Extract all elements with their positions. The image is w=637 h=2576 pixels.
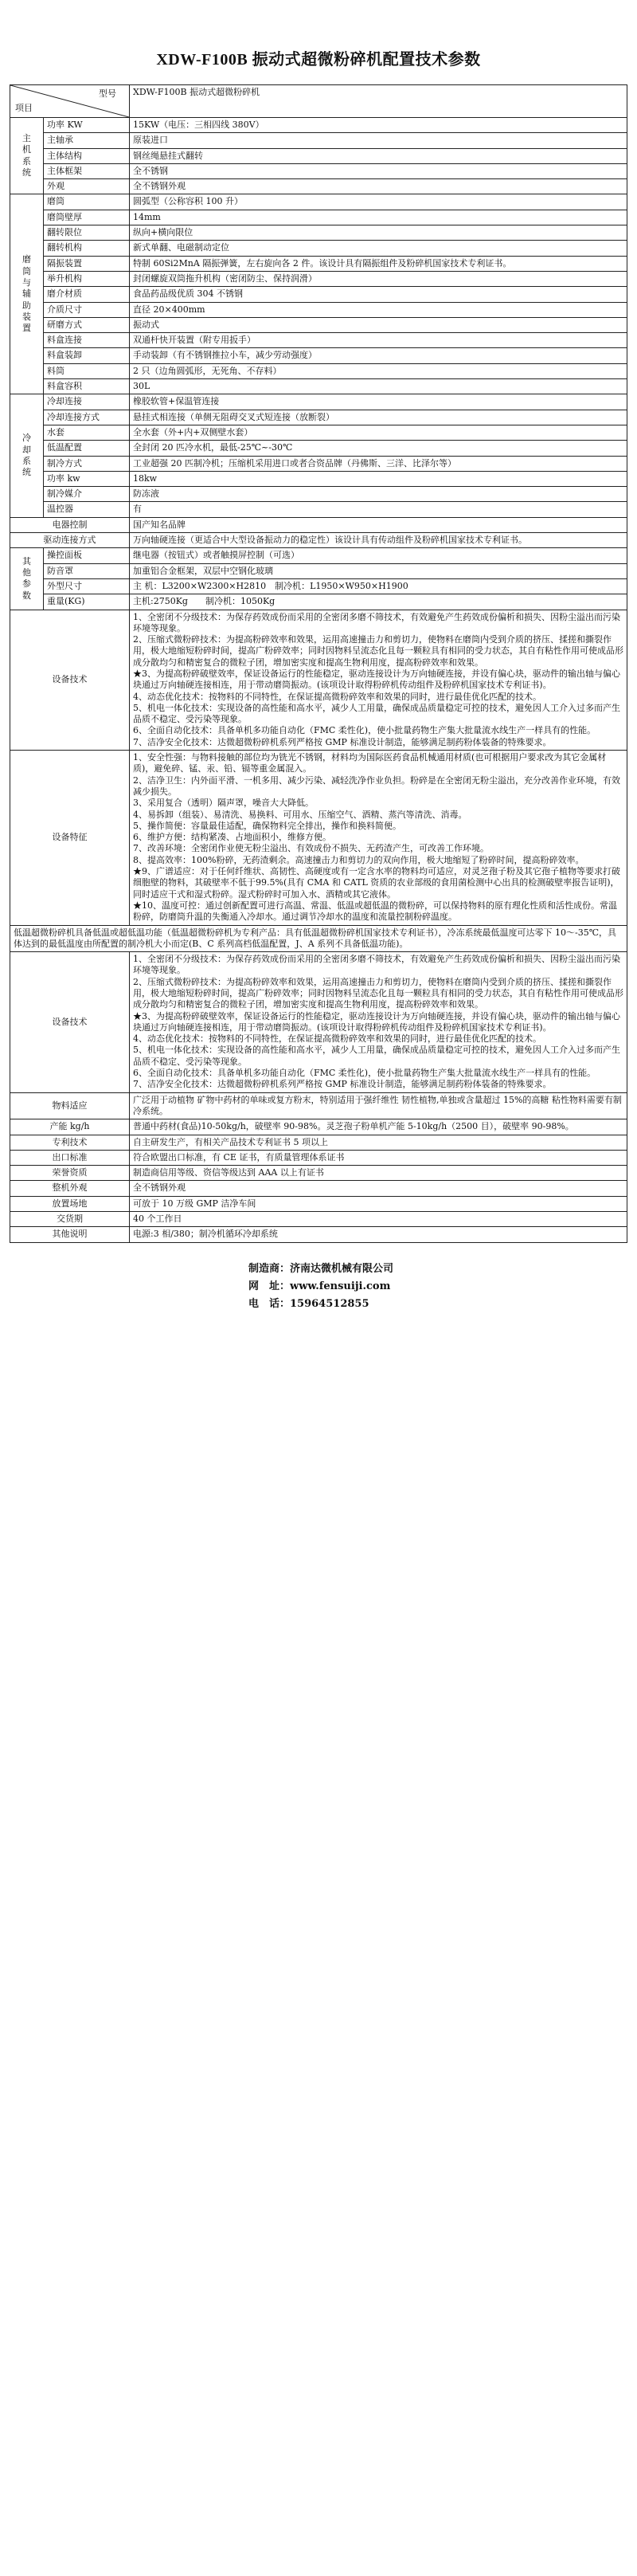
website-line: 网 址：www.fensuiji.com	[248, 1280, 391, 1292]
section-label-char: 置	[22, 323, 31, 334]
section-other-params	[10, 548, 44, 610]
table-row	[10, 1227, 627, 1242]
row-value: 手动装卸（有不锈钢推拉小车，减少劳动强度）	[130, 348, 627, 363]
paragraph: 1、全密闭不分级技术：为保存药效成份而采用的全密闭多磨不筛技术，有效避免产生药效成份偏析和损失、因粉尘溢出而污染环境等现象。	[133, 611, 620, 633]
table-row	[10, 287, 627, 302]
row-value: 工业超强 20 匹制冷机；压缩机采用进口或者合资品牌（丹佛斯、三洋、比泽尔等）	[130, 456, 627, 471]
row-key: 功率 KW	[44, 118, 130, 133]
paragraph: 2、压缩式微粉碎技术：为提高粉碎效率和效果，运用高速撞击力和剪切力，使物料在磨筒内受到介质的挤压、揉搓和撕裂作用，极大地缩短粉碎时间，提高广粉碎效率；同时因物料呈流态化且每一颗粒具有相同的受力状态，其自有粘性作用可使成品形成分散均匀和精密复合的微粒子团，增加密实度和提高生物利用度，提高粉碎效率和效果。	[133, 976, 623, 1010]
row-key: 举升机构	[44, 271, 130, 286]
row-value: 有	[130, 502, 627, 517]
row-key: 防音罩	[44, 563, 130, 578]
table-row	[10, 241, 627, 256]
table-row	[10, 317, 627, 332]
row-key: 重量(KG)	[44, 594, 130, 610]
table-row	[10, 363, 627, 378]
section-label-char: 机	[22, 144, 31, 155]
paragraph: 6、全面自动化技术：具备单机多功能自动化（FMC 柔性化)，使小批量药物生产集大批量流水线生产一样具有的性能。	[133, 1068, 596, 1079]
paragraph: 6、维护方便：结构紧凑、占地面积小，维修方便。	[133, 832, 331, 843]
tail-row-key: 专利技术	[10, 1135, 130, 1150]
model-value: XDW-F100B 振动式超微粉碎机	[130, 85, 627, 118]
table-row	[10, 610, 627, 751]
page-title: XDW-F100B 振动式超微粉碎机配置技术参数	[156, 51, 481, 69]
section-label-char: 辅	[22, 288, 31, 300]
table-row	[10, 225, 627, 241]
paragraph: 8、提高效率：100%粉碎，无药渣剩余。高速撞击力和剪切力的双向作用，极大地缩短了粉碎时间，提高粉碎效率。	[133, 854, 584, 865]
equipment-technology-2-label: 设备技术	[10, 952, 130, 1093]
table-row	[10, 256, 627, 271]
row-key: 功率 kw	[44, 471, 130, 486]
section-label-char: 主	[22, 133, 31, 144]
table-row	[10, 210, 627, 225]
row-key: 磨介材质	[44, 287, 130, 302]
row-key: 研磨方式	[44, 317, 130, 332]
table-row	[10, 1135, 627, 1150]
row-value: 纵向+横向限位	[130, 225, 627, 241]
tail-row-key: 整机外观	[10, 1181, 130, 1196]
row-key: 料盒连接	[44, 333, 130, 348]
paragraph: 7、洁净安全化技术：达微超微粉碎机系列严格按 GMP 标准设计制造，能够满足制药粉体装备的特殊要求。	[133, 736, 552, 747]
paragraph: 6、全面自动化技术：具备单机多功能自动化（FMC 柔性化)，使小批量药物生产集大批量流水线生产一样具有的性能。	[133, 725, 596, 736]
section-label-char: 数	[22, 590, 31, 601]
item-label: 项目	[15, 102, 33, 113]
tail-row-key: 交货期	[10, 1212, 130, 1227]
table-row	[10, 348, 627, 363]
drive-connection-key: 驱动连接方式	[10, 533, 130, 548]
row-value: 圆弧型（公称容积 100 升）	[130, 194, 627, 210]
row-value: 15KW（电压：三相四线 380V）	[130, 118, 627, 133]
row-key: 磨筒	[44, 194, 130, 210]
row-key: 隔振装置	[44, 256, 130, 271]
paragraph: ★3、为提高粉碎破壁效率，保证设备运行的性能稳定，驱动连接设计为万向轴硬连接，并设有偏心块，驱动件的输出轴与偏心块通过万向轴硬连接相连，用于带动磨筒振动。(该项设计取得粉碎机传动组件及粉碎机国家技术专利证书)。	[133, 668, 620, 691]
table-row	[10, 271, 627, 286]
equipment-technology-label: 设备技术	[10, 610, 130, 751]
table-row	[10, 925, 627, 952]
paragraph: 7、改善环境：全密闭作业使无粉尘溢出、有效成份不损失、无药渣产生，可改善工作环境。	[133, 843, 489, 854]
row-key: 主体结构	[44, 148, 130, 163]
equipment-features-label: 设备特征	[10, 751, 130, 925]
table-row	[10, 471, 627, 486]
row-value: 全水套（外+内+双侧壁水套）	[130, 425, 627, 440]
paragraph: ★9、广谱适应：对于任何纤维状、高韧性、高硬度或有一定含水率的物料均可适应，对灵芝孢子粉及其它孢子植物等要求打破细胞壁的物料，其破壁率不低于99.5%(具有 CMA 和 CATL 资质的农业部级的食用菌检测中心出具的检测破壁率报告证明)，同时适应干式和湿式粉碎。湿式粉碎时可加入水、酒精或其它液体。	[133, 866, 620, 900]
table-row	[10, 410, 627, 425]
tail-row-value: 制造商信用等级、资信等级达到 AAA 以上有证书	[130, 1166, 627, 1181]
tail-row-value: 自主研发生产，有相关产品技术专利证书 5 项以上	[130, 1135, 627, 1150]
section-label-char: 磨	[22, 254, 31, 265]
row-value: 直径 20×400mm	[130, 302, 627, 317]
section-label-char: 系	[22, 456, 31, 467]
row-value: 30L	[130, 379, 627, 394]
tail-row-value: 广泛用于动植物 矿物中药材的单味或复方粉末，特别适用于强纤维性 韧性植物,单独或含量超过 15%的高糖 粘性物料需要有制冷系统。	[130, 1092, 627, 1119]
section-grinding-device	[10, 194, 44, 394]
row-value: 加重铝合金框架，双层中空钢化玻璃	[130, 563, 627, 578]
paragraph: ★10、温度可控：通过创新配置可进行高温、常温、低温或超低温的微粉碎，可以保持物料的原有理化性质和活性成份。常温粉碎，防磨筒升温的失衡通入冷却水。通过调节冷却水的温度和流量控制粉碎温度。	[133, 900, 617, 923]
section-label-char: 却	[22, 444, 31, 455]
row-key: 冷却连接方式	[44, 410, 130, 425]
section-host-system	[10, 118, 44, 194]
electric-control-key: 电器控制	[10, 517, 130, 532]
tail-row-key: 荣誉资质	[10, 1166, 130, 1181]
row-key: 制冷方式	[44, 456, 130, 471]
equipment-features-content	[130, 751, 627, 925]
section-cooling-system	[10, 394, 44, 517]
row-value: 原装进口	[130, 133, 627, 148]
tail-row-key: 放置场地	[10, 1196, 130, 1211]
paragraph: 5、机电一体化技术：实现设备的高性能和高水平，减少人工用量，确保成品质量稳定可控的技术，避免因人工介入过多而产生品质不稳定、受污染等现象。	[133, 1045, 620, 1067]
row-value: 继电器（按钮式）或者触摸屏控制（可选）	[130, 548, 627, 563]
section-label-char: 装	[22, 311, 31, 322]
table-row	[10, 1150, 627, 1165]
table-row	[10, 179, 627, 194]
table-row	[10, 1196, 627, 1211]
tail-row-value: 电源:3 相/380；制冷机循环冷却系统	[130, 1227, 627, 1242]
table-row	[10, 578, 627, 594]
section-label-char: 助	[22, 300, 31, 311]
table-row	[10, 563, 627, 578]
paragraph: 4、易拆卸（组装）、易清洗、易换料、可用水、压缩空气、酒精、蒸汽等清洗、消毒。	[133, 809, 467, 820]
drive-connection-value: 万向轴硬连接（更适合中大型设备振动力的稳定性）该设计具有传动组件及粉碎机国家技术专利证书。	[130, 533, 627, 548]
spec-table	[10, 84, 627, 1243]
paragraph: 1、全密闭不分级技术：为保存药效成份而采用的全密闭多磨不筛技术，有效避免产生药效成份偏析和损失、因粉尘溢出而污染环境等现象。	[133, 954, 620, 976]
table-header-row	[10, 85, 627, 118]
row-key: 制冷媒介	[44, 487, 130, 502]
table-row	[10, 594, 627, 610]
table-row	[10, 379, 627, 394]
tail-row-value: 40 个工作日	[130, 1212, 627, 1227]
row-value: 特制 60Si2MnA 隔振弹簧，左右旋向各 2 件。该设计具有隔振组件及粉碎机国家技术专利证书。	[130, 256, 627, 271]
section-label-char: 筒	[22, 265, 31, 276]
table-row	[10, 394, 627, 410]
row-key: 翻转限位	[44, 225, 130, 241]
row-value: 全封闭 20 匹冷水机，最低-25℃~-30℃	[130, 441, 627, 456]
table-row	[10, 533, 627, 548]
paragraph: 2、洁净卫生：内外面平滑、一机多用、减少污染、减轻洗净作业负担。粉碎是在全密闭无粉尘溢出，充分改善作业环境，有效减少损失。	[133, 774, 620, 797]
row-value: 全不锈钢	[130, 163, 627, 178]
table-row	[10, 133, 627, 148]
row-value: 双通杆快开装置（附专用扳手）	[130, 333, 627, 348]
row-key: 操控面板	[44, 548, 130, 563]
row-value: 橡胶软管+保温管连接	[130, 394, 627, 410]
row-key: 介质尺寸	[44, 302, 130, 317]
table-row	[10, 194, 627, 210]
paragraph: 4、动态优化技术：按物料的不同特性，在保证提高微粉碎效率和效果的同时，进行最佳优化匹配的技术。	[133, 691, 541, 702]
row-value: 18kw	[130, 471, 627, 486]
row-key: 外观	[44, 179, 130, 194]
table-row	[10, 456, 627, 471]
row-value: 2 只（边角圆弧形，无死角、不存料）	[130, 363, 627, 378]
row-value: 防冻液	[130, 487, 627, 502]
section-label-char: 统	[22, 167, 31, 178]
paragraph: 3、采用复合（透明）隔声罩，噪音大大降低。	[133, 798, 314, 809]
section-label-char: 统	[22, 467, 31, 478]
model-label: 型号	[99, 88, 116, 99]
paragraph: 4、动态优化技术：按物料的不同特性，在保证提高微粉碎效率和效果的同时，进行最佳优化匹配的技术。	[133, 1033, 541, 1045]
row-value: 食品药品级优质 304 不锈钢	[130, 287, 627, 302]
table-row	[10, 148, 627, 163]
paragraph: 1、安全性强：与物料接触的部位均为铣光不锈钢，材料均为国际医药食品机械通用材质(也可根据用户要求改为其它金属材质)，避免碎、锰、汞、铅、镉等重金属混入。	[133, 752, 607, 774]
section-label-char: 与	[22, 276, 31, 288]
tail-row-value: 符合欧盟出口标准，有 CE 证书，有质量管理体系证书	[130, 1150, 627, 1165]
row-key: 冷却连接	[44, 394, 130, 410]
table-row	[10, 118, 627, 133]
row-key: 料盒装卸	[44, 348, 130, 363]
row-key: 温控器	[44, 502, 130, 517]
table-row	[10, 487, 627, 502]
row-value: 钢丝绳悬挂式翻转	[130, 148, 627, 163]
row-key: 水套	[44, 425, 130, 440]
table-row	[10, 517, 627, 532]
row-key: 主轴承	[44, 133, 130, 148]
row-value: 悬挂式相连接（单侧无阻碍交叉式短连接（放断裂）	[130, 410, 627, 425]
row-value: 振动式	[130, 317, 627, 332]
table-row	[10, 751, 627, 925]
section-label-char: 冷	[22, 433, 31, 444]
tail-row-key: 物料适应	[10, 1092, 130, 1119]
tail-row-value: 普通中药材(食品)10-50kg/h，破壁率 90-98%。灵芝孢子粉单机产能 5-10kg/h（2500 目），破壁率 90-98%。	[130, 1119, 627, 1135]
row-value: 封闭螺旋双筒拖升机构（密闭防尘、保持润滑）	[130, 271, 627, 286]
section-label-char: 系	[22, 155, 31, 167]
row-key: 翻转机构	[44, 241, 130, 256]
diagonal-header-cell	[10, 85, 130, 118]
paragraph: 5、机电一体化技术：实现设备的高性能和高水平，减少人工用量，确保成品质量稳定可控的技术，避免因人工介入过多而产生品质不稳定、受污染等现象。	[133, 702, 620, 725]
section-label-char: 他	[22, 567, 31, 578]
equipment-technology-2-content	[130, 952, 627, 1093]
row-value: 主 机：L3200×W2300×H2810 制冷机：L1950×W950×H1900	[130, 578, 627, 594]
section-label-char: 参	[22, 578, 31, 590]
tail-row-value: 全不锈钢外观	[130, 1181, 627, 1196]
row-value: 新式单翻、电磁制动定位	[130, 241, 627, 256]
row-key: 主体框架	[44, 163, 130, 178]
table-row	[10, 502, 627, 517]
section-label-char: 其	[22, 555, 31, 567]
row-value: 主机:2750Kg 制冷机：1050Kg	[130, 594, 627, 610]
paragraph: 2、压缩式微粉碎技术：为提高粉碎效率和效果，运用高速撞击力和剪切力，使物料在磨筒内受到介质的挤压、揉搓和撕裂作用，极大地缩短粉碎时间，提高广粉碎效率；同时因物料呈流态化且每一颗粒具有相同的受力状态，其自有粘性作用可使成品形成分散均匀和精密复合的微粒子团，增加密实度和提高生物利用度，提高粉碎效率和效果。	[133, 634, 623, 668]
footer-contact	[10, 1261, 627, 1313]
row-key: 料筒	[44, 363, 130, 378]
paragraph: ★3、为提高粉碎破壁效率，保证设备运行的性能稳定，驱动连接设计为万向轴硬连接，并设有偏心块，驱动件的输出轴与偏心块通过万向轴硬连接相连，用于带动磨筒振动。(该项设计取得粉碎机传动组件及粉碎机国家技术专利证书)。	[133, 1010, 620, 1033]
equipment-technology-content	[130, 610, 627, 751]
row-key: 磨筒壁厚	[44, 210, 130, 225]
table-row	[10, 952, 627, 1093]
table-row	[10, 333, 627, 348]
row-key: 料盒容积	[44, 379, 130, 394]
table-row	[10, 1092, 627, 1119]
electric-control-value: 国产知名品牌	[130, 517, 627, 532]
paragraph: 5、操作简便：容量最佳适配，确保物料完全排出，操作和换料简便。	[133, 820, 401, 831]
table-row	[10, 1119, 627, 1135]
row-key: 低温配置	[44, 441, 130, 456]
phone-line: 电 话：15964512855	[248, 1297, 369, 1310]
tail-row-key: 其他说明	[10, 1227, 130, 1242]
row-value: 全不锈钢外观	[130, 179, 627, 194]
table-row	[10, 548, 627, 563]
table-row	[10, 163, 627, 178]
row-key: 外型尺寸	[44, 578, 130, 594]
tail-row-key: 出口标准	[10, 1150, 130, 1165]
table-row	[10, 302, 627, 317]
tail-row-value: 可放于 10 万级 GMP 洁净车间	[130, 1196, 627, 1211]
table-row	[10, 1181, 627, 1196]
low-temp-note: 低温超微粉碎机具备低温或超低温功能（低温超微粉碎机为专利产品：具有低温超微粉碎机国家技术专利证书），冷冻系统最低温度可达零下 10～-35℃，具体达到的最低温度由所配置的制冷机大小而定(B、C 系列高档低温配置，J、A 系列不具备低温功能)。	[10, 925, 627, 952]
table-row	[10, 1212, 627, 1227]
table-row	[10, 425, 627, 440]
row-value: 14mm	[130, 210, 627, 225]
table-row	[10, 441, 627, 456]
tail-row-key: 产能 kg/h	[10, 1119, 130, 1135]
paragraph: 7、洁净安全化技术：达微超微粉碎机系列严格按 GMP 标准设计制造，能够满足制药粉体装备的特殊要求。	[133, 1079, 552, 1090]
table-row	[10, 1166, 627, 1181]
maker-line: 制造商：济南达微机械有限公司	[248, 1262, 394, 1275]
